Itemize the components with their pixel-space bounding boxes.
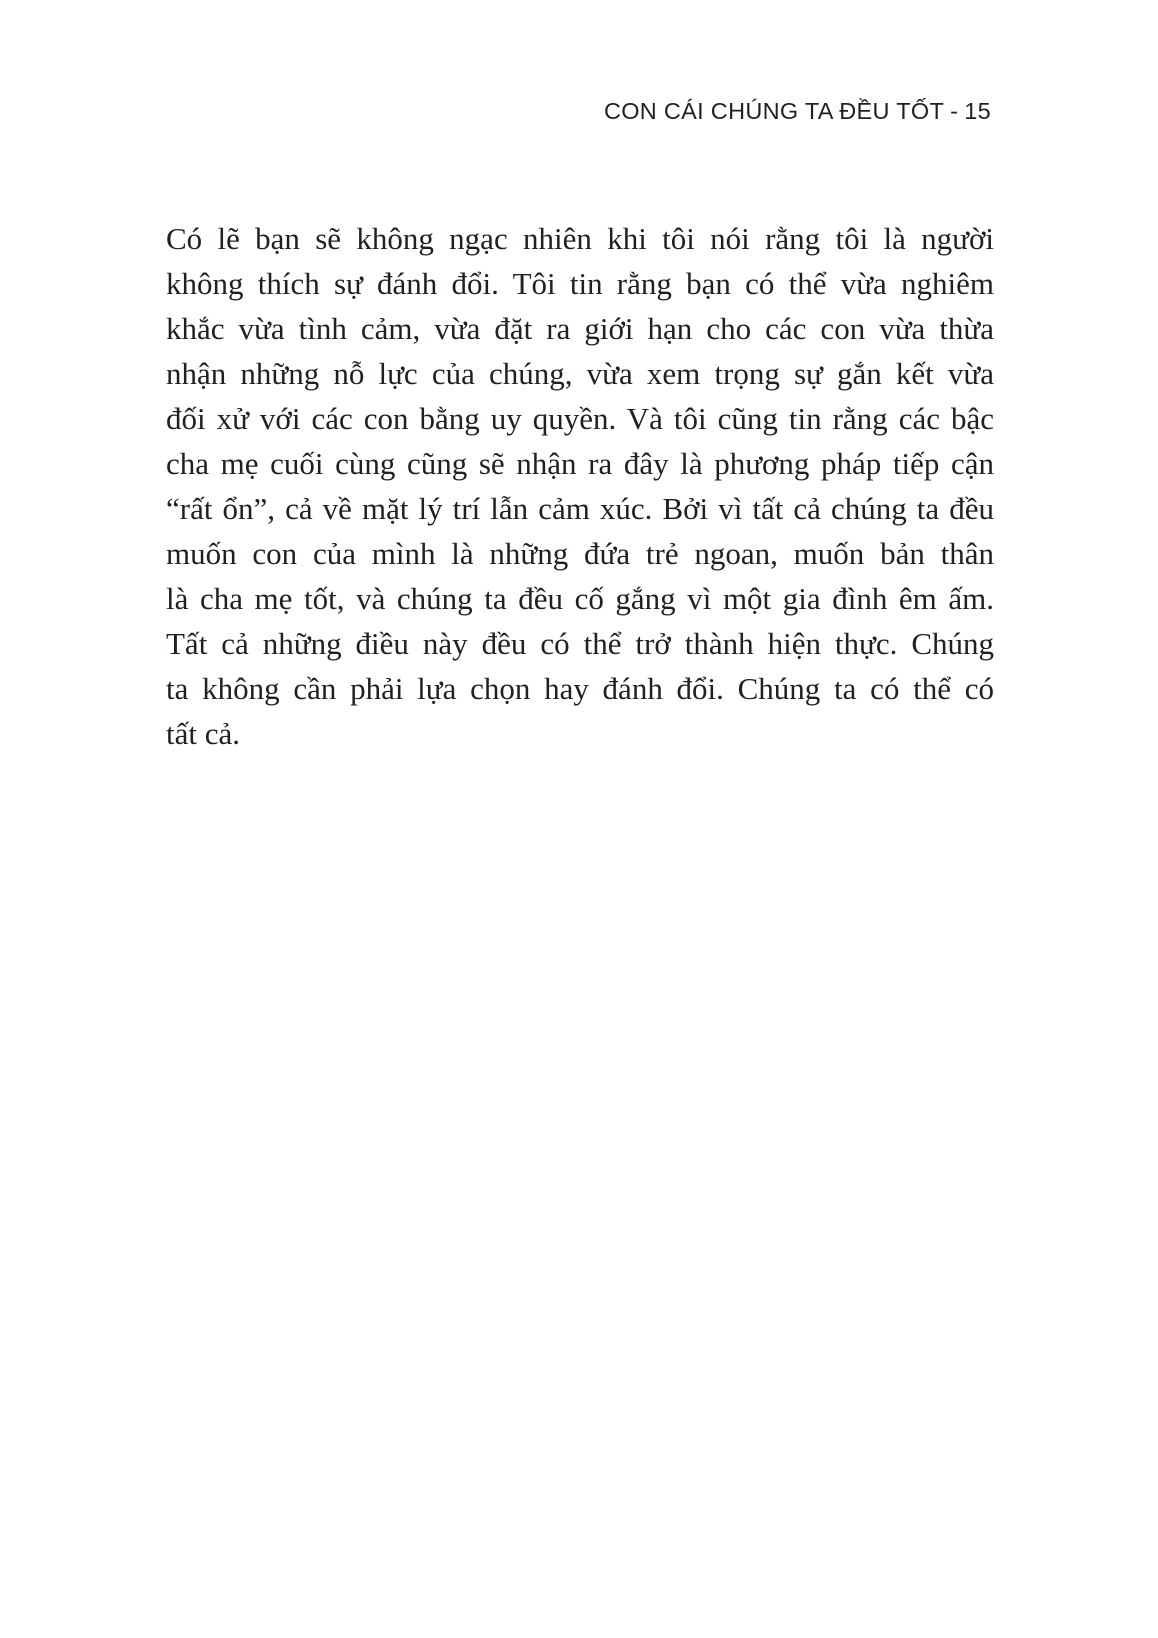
page-number: 15 — [964, 98, 991, 124]
paragraph-line: “rất ổn”, cả về mặt lý trí lẫn cảm xúc. Bởi vì tất cả chúng ta đều — [166, 491, 994, 526]
paragraph-line: là cha mẹ tốt, và chúng ta đều cố gắng vì một gia đình êm ấm. — [166, 581, 994, 616]
paragraph-line: muốn con của mình là những đứa trẻ ngoan, muốn bản thân — [166, 536, 994, 571]
paragraph-line: khắc vừa tình cảm, vừa đặt ra giới hạn cho các con vừa thừa — [166, 311, 994, 346]
paragraph-line: ta không cần phải lựa chọn hay đánh đổi. Chúng ta có thể có — [166, 671, 994, 706]
body-paragraph — [166, 216, 994, 756]
paragraph-line: đối xử với các con bằng uy quyền. Và tôi cũng tin rằng các bậc — [166, 401, 994, 436]
paragraph-line: tất cả. — [166, 716, 241, 751]
header-separator: - — [950, 98, 959, 124]
paragraph-line: nhận những nỗ lực của chúng, vừa xem trọng sự gắn kết vừa — [166, 356, 994, 391]
paragraph-line: cha mẹ cuối cùng cũng sẽ nhận ra đây là phương pháp tiếp cận — [166, 446, 994, 481]
running-header — [604, 98, 991, 125]
paragraph-line: không thích sự đánh đổi. Tôi tin rằng bạn có thể vừa nghiêm — [166, 266, 994, 301]
book-title: CON CÁI CHÚNG TA ĐỀU TỐT — [603, 98, 945, 124]
paragraph-line: Tất cả những điều này đều có thể trở thành hiện thực. Chúng — [166, 626, 994, 661]
paragraph-line: Có lẽ bạn sẽ không ngạc nhiên khi tôi nói rằng tôi là người — [166, 221, 994, 256]
